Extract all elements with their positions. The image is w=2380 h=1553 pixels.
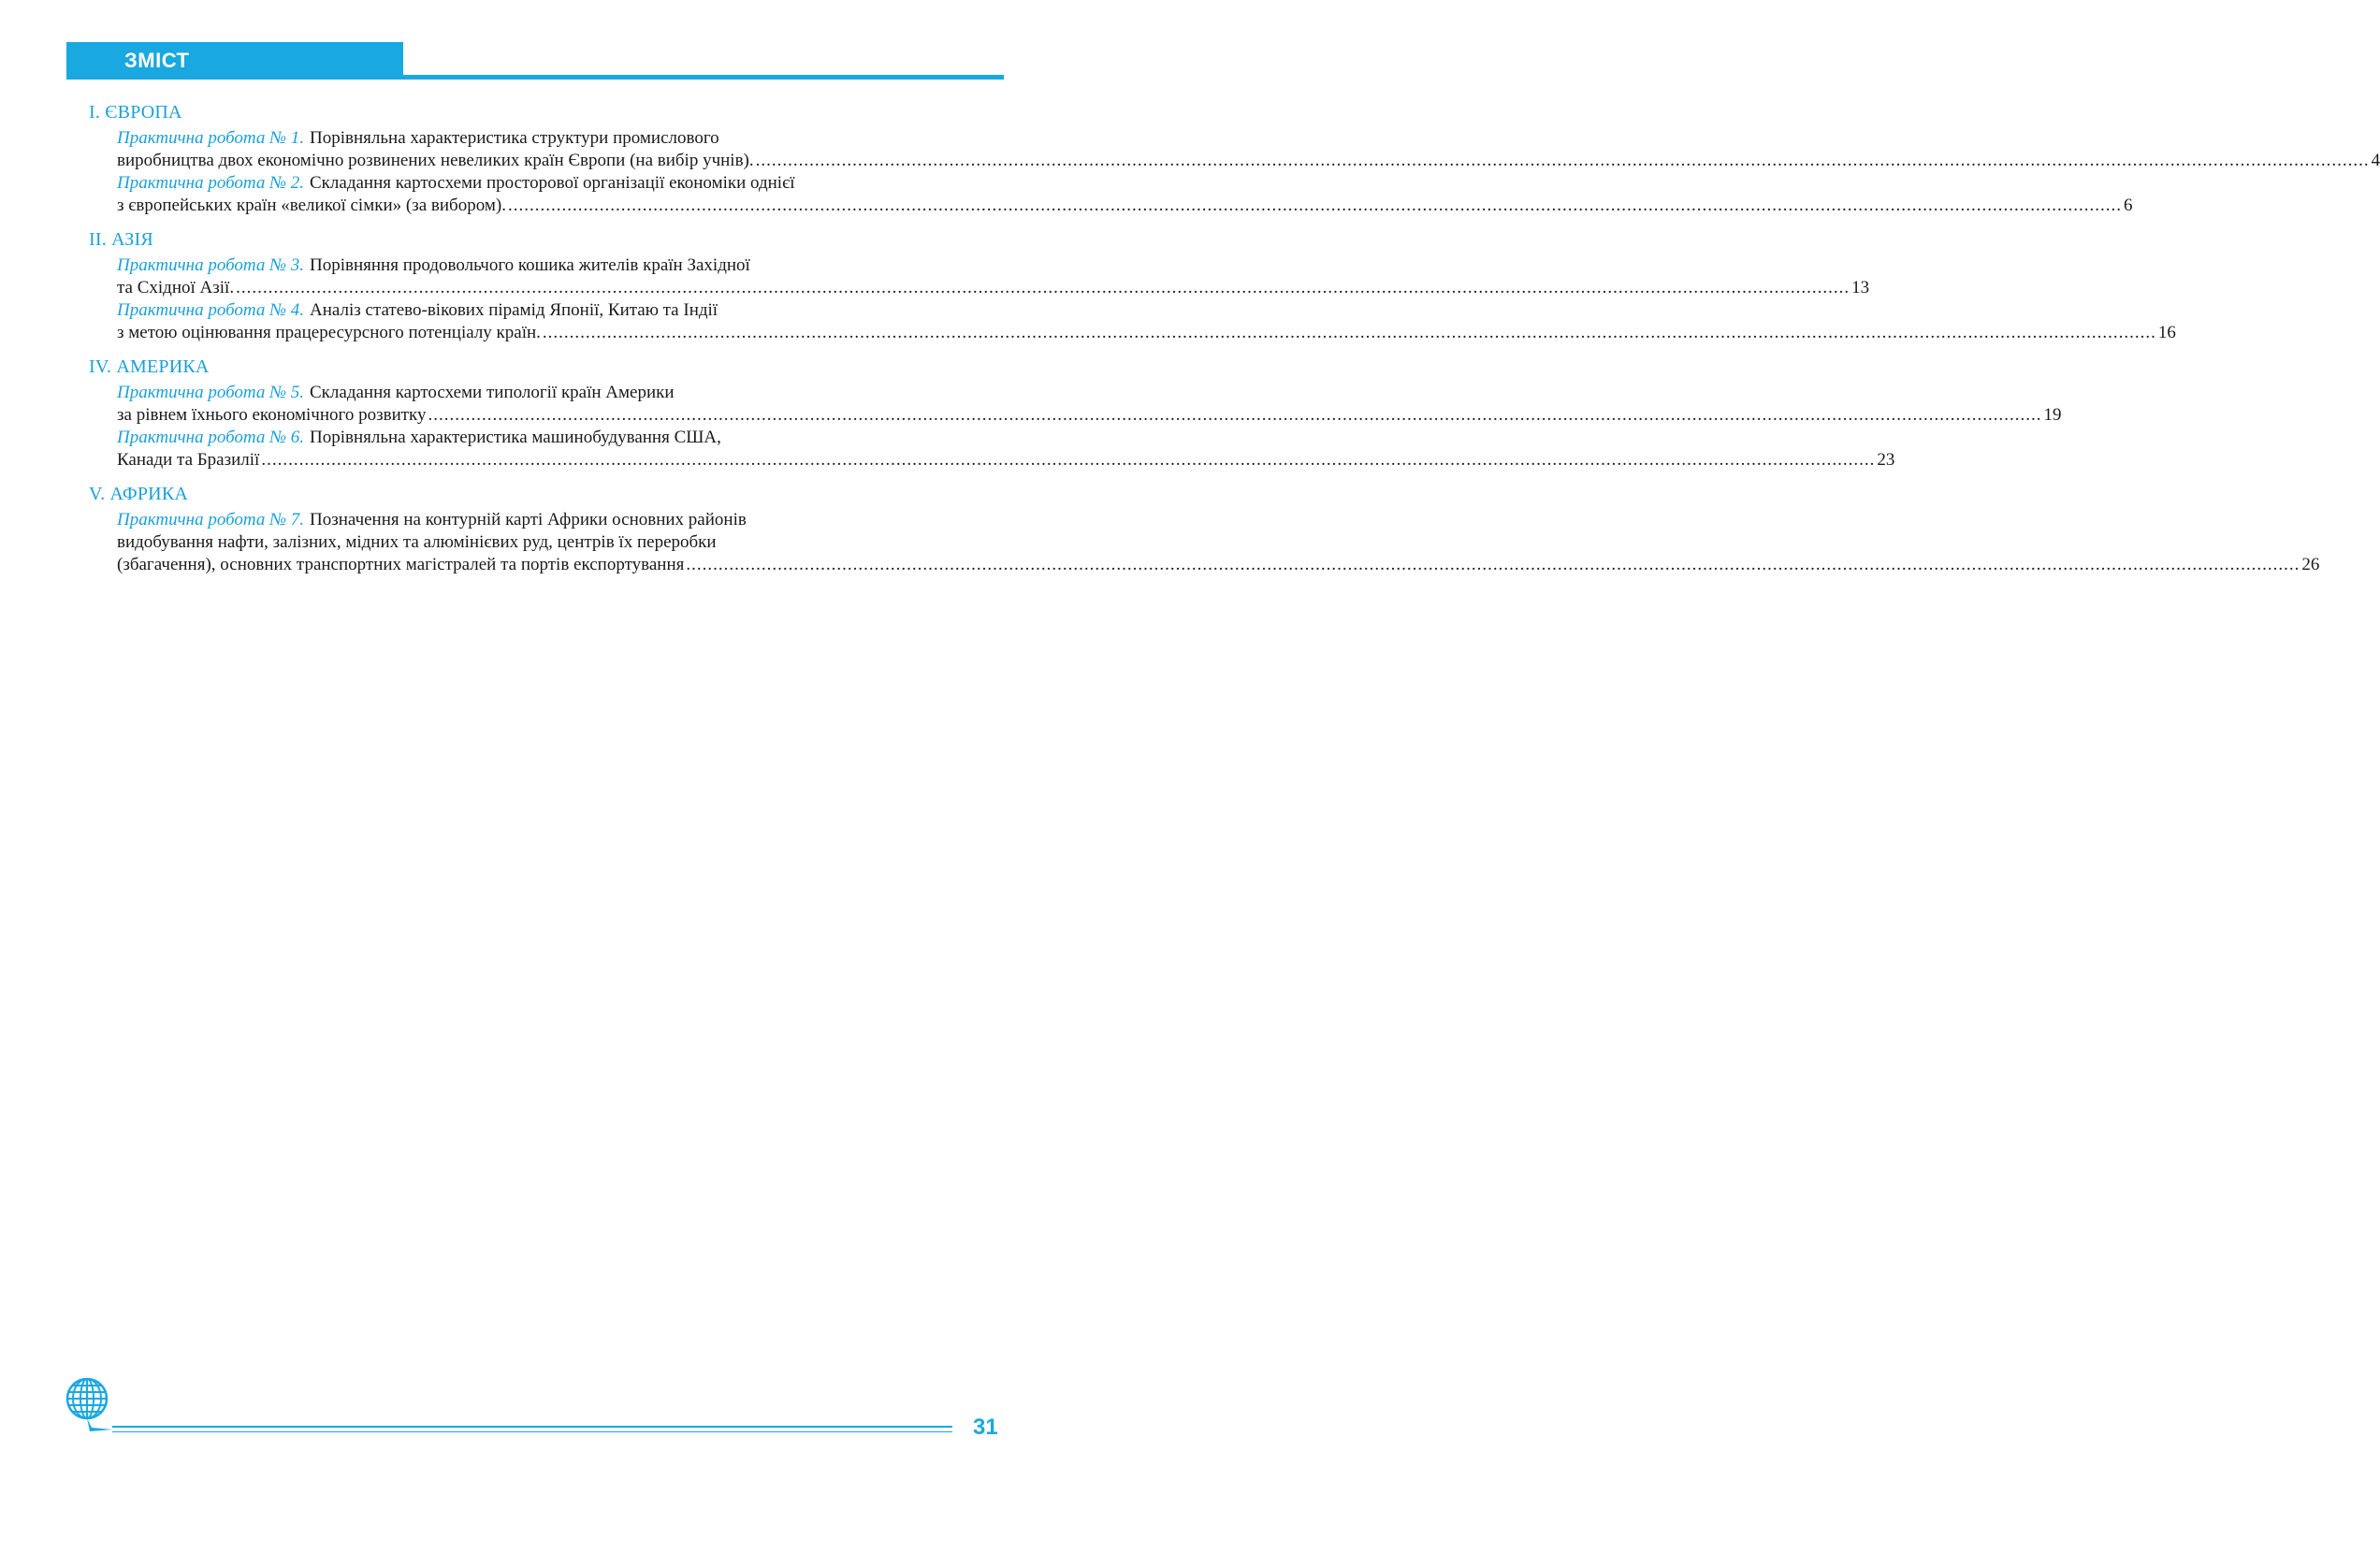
entry-text: Аналіз статево-вікових пірамід Японії, Китаю та Індії [310,300,718,320]
footer-rule-thin [112,1431,952,1432]
entry-text: (збагачення), основних транспортних магістралей та портів експортування [117,555,685,574]
entry-line [117,172,992,195]
toc-entry[interactable] [117,127,2380,172]
entry-text: з метою оцінювання працересурсного потенціалу країн. [117,323,541,342]
entry-page-number: 13 [1851,278,1870,298]
toc-section [89,101,2380,217]
entry-page-number: 6 [2123,196,2133,215]
entry-line [117,254,992,277]
toc-entry[interactable] [117,427,1895,472]
entry-page-number: 19 [2043,405,2062,425]
entry-line [117,382,992,404]
dot-leader: ............................................................................................................................................................................................................................................................................................................ [686,555,2300,574]
toc-section [89,356,2062,472]
globe-icon [64,1377,118,1437]
dot-leader: ............................................................................................................................................................................................................................................................................................................ [507,196,2122,215]
entry-line [117,509,992,531]
entry-label: Практична робота № 1. [117,128,304,148]
dot-leader: ............................................................................................................................................................................................................................................................................................................ [755,151,2370,170]
section-title: V. АФРИКА [89,484,188,504]
entry-line [117,277,1870,299]
entry-text: Порівняння продовольчого кошика жителів країн Західної [310,255,750,275]
entry-line [117,195,2133,217]
entry-line [117,404,2062,427]
entry-label: Практична робота № 5. [117,383,304,402]
entry-line [117,427,992,449]
entry-label: Практична робота № 6. [117,428,304,447]
entry-line [117,531,992,554]
entry-text: та Східної Азії. [117,278,235,298]
section-title: ІІ. АЗІЯ [89,229,153,250]
header-rule [66,75,1004,80]
dot-leader: ............................................................................................................................................................................................................................................................................................................ [542,323,2156,342]
entry-label: Практична робота № 7. [117,510,304,530]
entry-text: за рівнем їхнього економічного розвитку [117,405,427,425]
dot-leader: ............................................................................................................................................................................................................................................................................................................ [236,278,1850,298]
entry-text: видобування нафти, залізних, мідних та алюмінієвих руд, центрів їх переробки [117,532,717,552]
entry-line [117,150,2380,172]
entry-text: виробництва двох економічно розвинених невеликих країн Європи (на вибір учнів). [117,151,754,170]
entry-text: Складання картосхеми просторової організації економіки однієї [310,173,795,193]
table-of-contents [89,101,2380,588]
toc-section [89,228,2176,344]
entry-line [117,299,992,322]
toc-entry[interactable] [117,172,2133,217]
entry-text: Порівняльна характеристика машинобудування США, [310,428,721,447]
entry-label: Практична робота № 3. [117,255,304,275]
entry-page-number: 26 [2301,555,2320,574]
entry-line [117,554,2320,576]
page-title: ЗМІСТ [124,49,190,72]
toc-section [89,483,2320,576]
toc-entry[interactable] [117,299,2176,344]
entry-text: Складання картосхеми типології країн Америки [310,383,675,402]
dot-leader: ............................................................................................................................................................................................................................................................................................................ [261,450,1876,470]
entry-text: Канади та Бразилії [117,450,260,470]
entry-line [117,127,992,150]
dot-leader: ............................................................................................................................................................................................................................................................................................................ [428,405,2042,425]
toc-entry[interactable] [117,254,1870,299]
entry-text: з європейських країн «великої сімки» (за вибором). [117,196,506,215]
entry-page-number: 16 [2157,323,2176,342]
entry-text: Позначення на контурній карті Африки основних районів [310,510,747,530]
toc-entry[interactable] [117,382,2062,427]
entry-text: Порівняльна характеристика структури промислового [310,128,719,148]
page-number: 31 [973,1415,998,1440]
entry-line [117,449,1895,472]
section-title: І. ЄВРОПА [89,102,182,123]
section-title: ІV. АМЕРИКА [89,356,210,377]
entry-label: Практична робота № 4. [117,300,304,320]
entry-label: Практична робота № 2. [117,173,304,193]
entry-line [117,322,2176,344]
header-bar [66,42,403,79]
footer-rule [112,1426,952,1428]
entry-page-number: 4 [2371,151,2380,170]
toc-entry[interactable] [117,509,2320,576]
entry-page-number: 23 [1877,450,1895,470]
